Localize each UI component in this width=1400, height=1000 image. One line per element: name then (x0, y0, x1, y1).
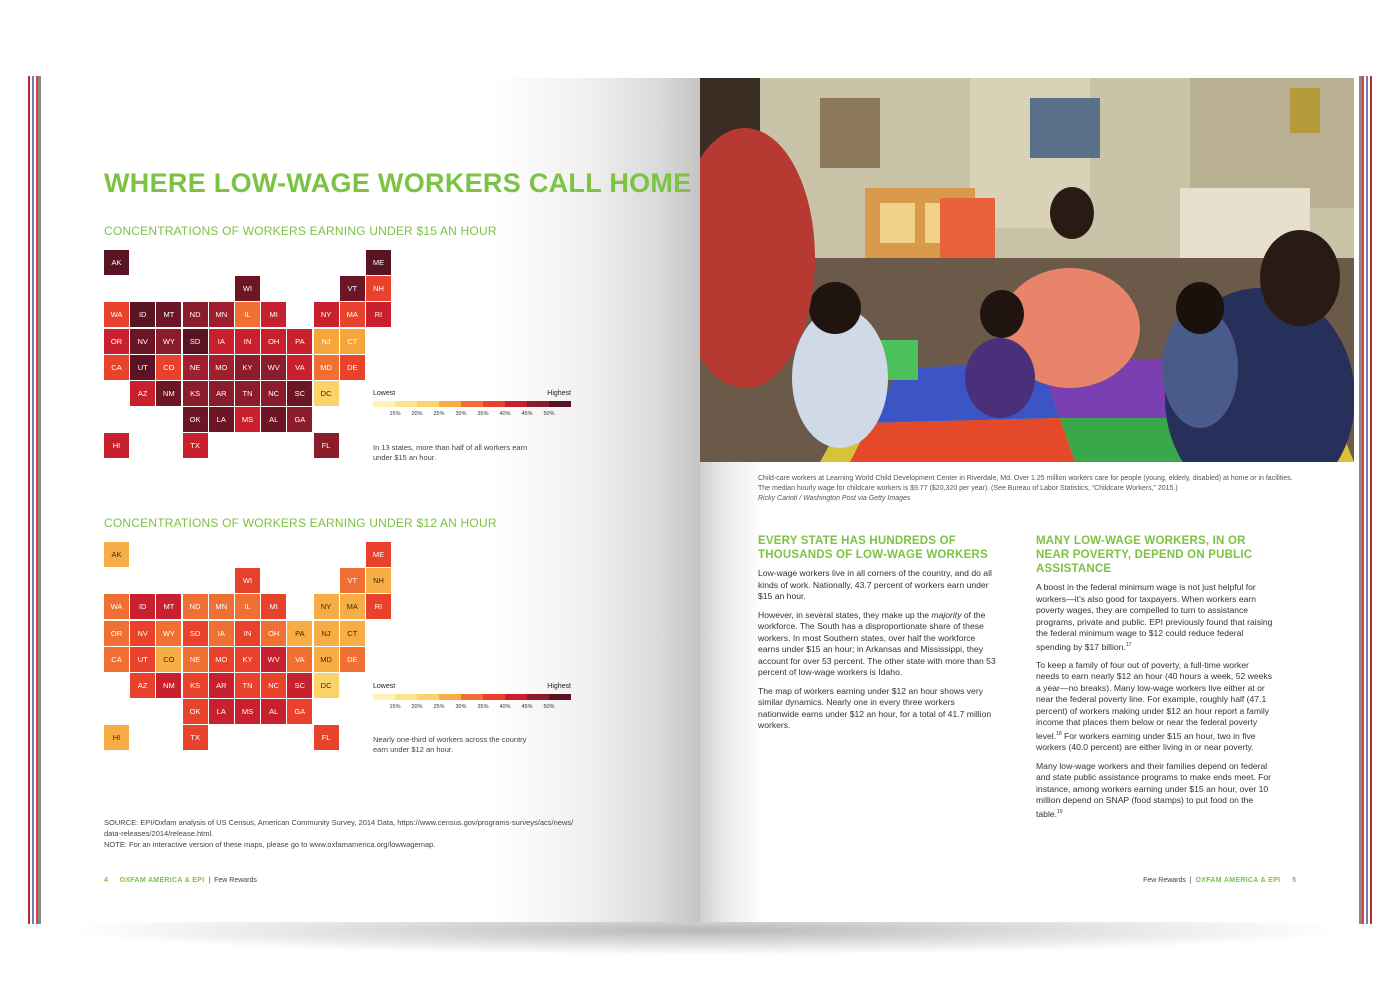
legend-ticks (373, 411, 571, 421)
state-tile-va: VA (287, 647, 312, 672)
state-tile-ar: AR (209, 673, 234, 698)
footer-org: OXFAM AMERICA & EPI (119, 877, 205, 884)
state-tile-ne: NE (183, 647, 208, 672)
state-tile-ny: NY (314, 302, 339, 327)
left-page (46, 78, 700, 922)
state-tile-wv: WV (261, 355, 286, 380)
footer-publication: Few Rewards (214, 877, 257, 884)
state-tile-ky: KY (235, 355, 260, 380)
legend-tick-label: 15% (389, 411, 401, 417)
paragraph: Low-wage workers live in all corners of the country, and do all kinds of work. Nationally, 43.7 percent of workers earn under $15 an hour. (758, 568, 992, 601)
state-tile-ga: GA (287, 407, 312, 432)
state-tile-co: CO (156, 355, 181, 380)
legend-tick-label: 25% (433, 411, 445, 417)
page-number: 5 (1292, 877, 1296, 884)
book-edge-left (28, 76, 48, 924)
state-tile-ak: AK (104, 542, 129, 567)
state-tile-sd: SD (183, 329, 208, 354)
legend-swatch (483, 401, 505, 407)
legend-swatch (461, 694, 483, 700)
state-tile-nv: NV (130, 621, 155, 646)
legend-tick-label: 45% (521, 704, 533, 710)
state-tile-ny: NY (314, 594, 339, 619)
state-tile-ma: MA (340, 302, 365, 327)
source-note (104, 817, 604, 850)
footer-publication: Few Rewards (1143, 877, 1186, 884)
state-tile-il: IL (235, 302, 260, 327)
state-tile-vt: VT (340, 276, 365, 301)
state-tile-ks: KS (183, 381, 208, 406)
state-tile-ak: AK (104, 250, 129, 275)
column-every-state (758, 534, 996, 739)
state-tile-mi: MI (261, 594, 286, 619)
legend-lowest-label: Lowest (373, 683, 396, 690)
legend-tick-label: 25% (433, 704, 445, 710)
paragraph: Many low-wage workers and their families depend on federal and state public assistance programs to make ends meet. For instance, among workers earning under $15 an hour, over 10 million depend on SNAP (food stamps) to put food on the table.$^{19}$ (1036, 760, 1272, 819)
legend-swatch (417, 401, 439, 407)
state-tile-ca: CA (104, 647, 129, 672)
state-tile-nj: NJ (314, 329, 339, 354)
legend-tick-label: 40% (499, 411, 511, 417)
state-tile-la: LA (209, 407, 234, 432)
footnote-ref: 17 (1125, 641, 1132, 648)
page-title: WHERE LOW-WAGE WORKERS CALL HOME (104, 168, 692, 198)
map1-tile-grid (104, 250, 404, 470)
legend-tick-label: 15% (389, 704, 401, 710)
state-tile-ms: MS (235, 407, 260, 432)
column-heading: EVERY STATE HAS HUNDREDS OF THOUSANDS OF LOW-WAGE WORKERS (758, 535, 988, 561)
map1-legend (373, 390, 571, 430)
source-note-line: NOTE: For an interactive version of these maps, please go to www.oxfamamerica.org/lowwagemap. (104, 840, 436, 849)
state-tile-ga: GA (287, 699, 312, 724)
map2-title: CONCENTRATIONS OF WORKERS EARNING UNDER $12 AN HOUR (104, 516, 497, 530)
photo-caption (758, 474, 1298, 504)
map1-note: In 13 states, more than half of all workers earn under $15 an hour. (373, 443, 528, 462)
state-tile-ri: RI (366, 302, 391, 327)
legend-tick-label: 30% (455, 704, 467, 710)
legend-swatch (461, 401, 483, 407)
state-tile-tn: TN (235, 381, 260, 406)
state-tile-ok: OK (183, 699, 208, 724)
state-tile-co: CO (156, 647, 181, 672)
state-tile-al: AL (261, 407, 286, 432)
state-tile-ne: NE (183, 355, 208, 380)
state-tile-nm: NM (156, 381, 181, 406)
state-tile-wv: WV (261, 647, 286, 672)
source-line-2: data-releases/2014/release.html. (104, 829, 214, 838)
right-page (700, 78, 1354, 922)
state-tile-la: LA (209, 699, 234, 724)
state-tile-az: AZ (130, 381, 155, 406)
state-tile-mt: MT (156, 302, 181, 327)
state-tile-ct: CT (340, 621, 365, 646)
state-tile-wa: WA (104, 302, 129, 327)
state-tile-de: DE (340, 355, 365, 380)
state-tile-ar: AR (209, 381, 234, 406)
legend-swatch (395, 694, 417, 700)
footer-org: OXFAM AMERICA & EPI (1195, 877, 1281, 884)
state-tile-pa: PA (287, 621, 312, 646)
state-tile-ca: CA (104, 355, 129, 380)
state-tile-fl: FL (314, 433, 339, 458)
legend-tick-label: 45% (521, 411, 533, 417)
state-tile-ia: IA (209, 621, 234, 646)
book-edge-right (1352, 76, 1372, 924)
state-tile-nd: ND (183, 302, 208, 327)
state-tile-oh: OH (261, 621, 286, 646)
state-tile-md: MD (314, 647, 339, 672)
state-tile-nd: ND (183, 594, 208, 619)
page-number: 4 (104, 877, 108, 884)
state-tile-ks: KS (183, 673, 208, 698)
legend-highest-label: Highest (547, 683, 571, 690)
state-tile-nv: NV (130, 329, 155, 354)
state-tile-tx: TX (183, 725, 208, 750)
state-tile-hi: HI (104, 433, 129, 458)
state-tile-mo: MO (209, 355, 234, 380)
state-tile-ri: RI (366, 594, 391, 619)
legend-tick-label: 20% (411, 704, 423, 710)
legend-lowest-label: Lowest (373, 390, 396, 397)
map2-note: Nearly one-third of workers across the country earn under $12 an hour. (373, 735, 527, 754)
legend-tick-label: 50% (543, 704, 555, 710)
left-footer (104, 877, 257, 884)
paragraph: The map of workers earning under $12 an hour shows very similar dynamics. Nearly one in every three workers nationwide earns under $12 an hour, for a total of 41.7 million workers. (758, 685, 992, 730)
state-tile-mn: MN (209, 594, 234, 619)
state-tile-az: AZ (130, 673, 155, 698)
legend-swatch (549, 694, 571, 700)
footer-separator: | (1189, 877, 1192, 884)
map1-title: CONCENTRATIONS OF WORKERS EARNING UNDER $15 AN HOUR (104, 224, 497, 238)
state-tile-wy: WY (156, 621, 181, 646)
state-tile-fl: FL (314, 725, 339, 750)
legend-tick-label: 40% (499, 704, 511, 710)
legend-swatch (527, 401, 549, 407)
column-public-assistance (1036, 534, 1274, 827)
state-tile-me: ME (366, 542, 391, 567)
state-tile-or: OR (104, 329, 129, 354)
state-tile-in: IN (235, 621, 260, 646)
state-tile-dc: DC (314, 673, 339, 698)
legend-swatch (483, 694, 505, 700)
legend-swatch (439, 694, 461, 700)
state-tile-nc: NC (261, 673, 286, 698)
state-tile-nh: NH (366, 568, 391, 593)
state-tile-dc: DC (314, 381, 339, 406)
paragraph: A boost in the federal minimum wage is not just helpful for workers—it’s also good for taxpayers. When workers earn poverty wages, they are compelled to turn to assistance programs, private and public. EPI previously found that raising the federal minimum wage to $12 could reduce federal spending by $17 billion.$^{17}$ (1036, 582, 1273, 652)
state-tile-mn: MN (209, 302, 234, 327)
state-tile-wy: WY (156, 329, 181, 354)
legend-swatch (373, 694, 395, 700)
state-tile-vt: VT (340, 568, 365, 593)
legend-swatch (417, 694, 439, 700)
state-tile-wi: WI (235, 568, 260, 593)
state-tile-ma: MA (340, 594, 365, 619)
caption-text: Child-care workers at Learning World Child Development Center in Riverdale, Md. Over 1.25 million workers care for people (young, elderly, disabled) at home or in facilities. The median hourly wage for childcare workers is $9.77 ($20,320 per year). (See Bureau of Labor Statistics, “Childcare Workers,” 2015.) (758, 475, 1293, 492)
state-tile-mi: MI (261, 302, 286, 327)
map2-legend (373, 683, 571, 723)
state-tile-wi: WI (235, 276, 260, 301)
state-tile-nh: NH (366, 276, 391, 301)
state-tile-il: IL (235, 594, 260, 619)
state-tile-hi: HI (104, 725, 129, 750)
state-tile-in: IN (235, 329, 260, 354)
state-tile-nc: NC (261, 381, 286, 406)
legend-ticks (373, 704, 571, 714)
source-line-1: SOURCE: EPI/Oxfam analysis of US Census, American Community Survey, 2014 Data, https://www.census.gov/programs-surveys/acs/news/ (104, 818, 574, 827)
photo-credit: Ricky Carioti / Washington Post via Getty Images (758, 495, 911, 502)
legend-swatch (439, 401, 461, 407)
state-tile-ut: UT (130, 355, 155, 380)
legend-tick-label: 50% (543, 411, 555, 417)
map2-tile-grid (104, 542, 404, 762)
footnote-ref: 18 (1056, 730, 1062, 737)
state-tile-sc: SC (287, 673, 312, 698)
state-tile-ct: CT (340, 329, 365, 354)
state-tile-id: ID (130, 302, 155, 327)
right-footer (1143, 877, 1296, 884)
state-tile-tx: TX (183, 433, 208, 458)
state-tile-ms: MS (235, 699, 260, 724)
legend-color-bar (373, 401, 571, 407)
footnote-ref: 19 (1057, 808, 1063, 815)
legend-swatch (527, 694, 549, 700)
legend-swatch (505, 694, 527, 700)
state-tile-or: OR (104, 621, 129, 646)
state-tile-tn: TN (235, 673, 260, 698)
column-heading: MANY LOW-WAGE WORKERS, IN OR NEAR POVERTY, DEPEND ON PUBLIC ASSISTANCE (1036, 535, 1253, 575)
state-tile-mt: MT (156, 594, 181, 619)
state-tile-md: MD (314, 355, 339, 380)
state-tile-de: DE (340, 647, 365, 672)
state-tile-id: ID (130, 594, 155, 619)
legend-color-bar (373, 694, 571, 700)
state-tile-nj: NJ (314, 621, 339, 646)
state-tile-wa: WA (104, 594, 129, 619)
legend-tick-label: 35% (477, 411, 489, 417)
state-tile-ok: OK (183, 407, 208, 432)
legend-swatch (395, 401, 417, 407)
childcare-photo (700, 78, 1354, 462)
state-tile-ut: UT (130, 647, 155, 672)
paragraph: To keep a family of four out of poverty, a full-time worker needs to earn nearly $12 an hour (40 hours a week, 52 weeks a year—no breaks). Many low-wage workers live either at or near the federal poverty line. For example, roughly half (47.1 percent) of workers making under $12 an hour report a family income that places them below or near the federal poverty level.$^{18}$ For workers earning under $15 an hour, two in five workers (40.0 percent) are either living in or near poverty. (1036, 659, 1273, 753)
footer-separator: | (208, 877, 211, 884)
state-tile-ia: IA (209, 329, 234, 354)
legend-tick-label: 30% (455, 411, 467, 417)
state-tile-mo: MO (209, 647, 234, 672)
legend-swatch (505, 401, 527, 407)
state-tile-al: AL (261, 699, 286, 724)
state-tile-pa: PA (287, 329, 312, 354)
state-tile-va: VA (287, 355, 312, 380)
state-tile-sd: SD (183, 621, 208, 646)
state-tile-ky: KY (235, 647, 260, 672)
state-tile-oh: OH (261, 329, 286, 354)
state-tile-me: ME (366, 250, 391, 275)
legend-highest-label: Highest (547, 390, 571, 397)
legend-tick-label: 20% (411, 411, 423, 417)
state-tile-nm: NM (156, 673, 181, 698)
state-tile-sc: SC (287, 381, 312, 406)
paragraph: However, in several states, they make up the majority of the workforce. The South has a disproportionate share of these workers. In most Southern states, over half the workforce earns under $15 an hour; in Arkansas and Mississippi, they account for over 53 percent. The other state with more than 53 percent of low-wage workers is Idaho. (758, 609, 996, 677)
legend-swatch (373, 401, 395, 407)
legend-tick-label: 35% (477, 704, 489, 710)
legend-swatch (549, 401, 571, 407)
